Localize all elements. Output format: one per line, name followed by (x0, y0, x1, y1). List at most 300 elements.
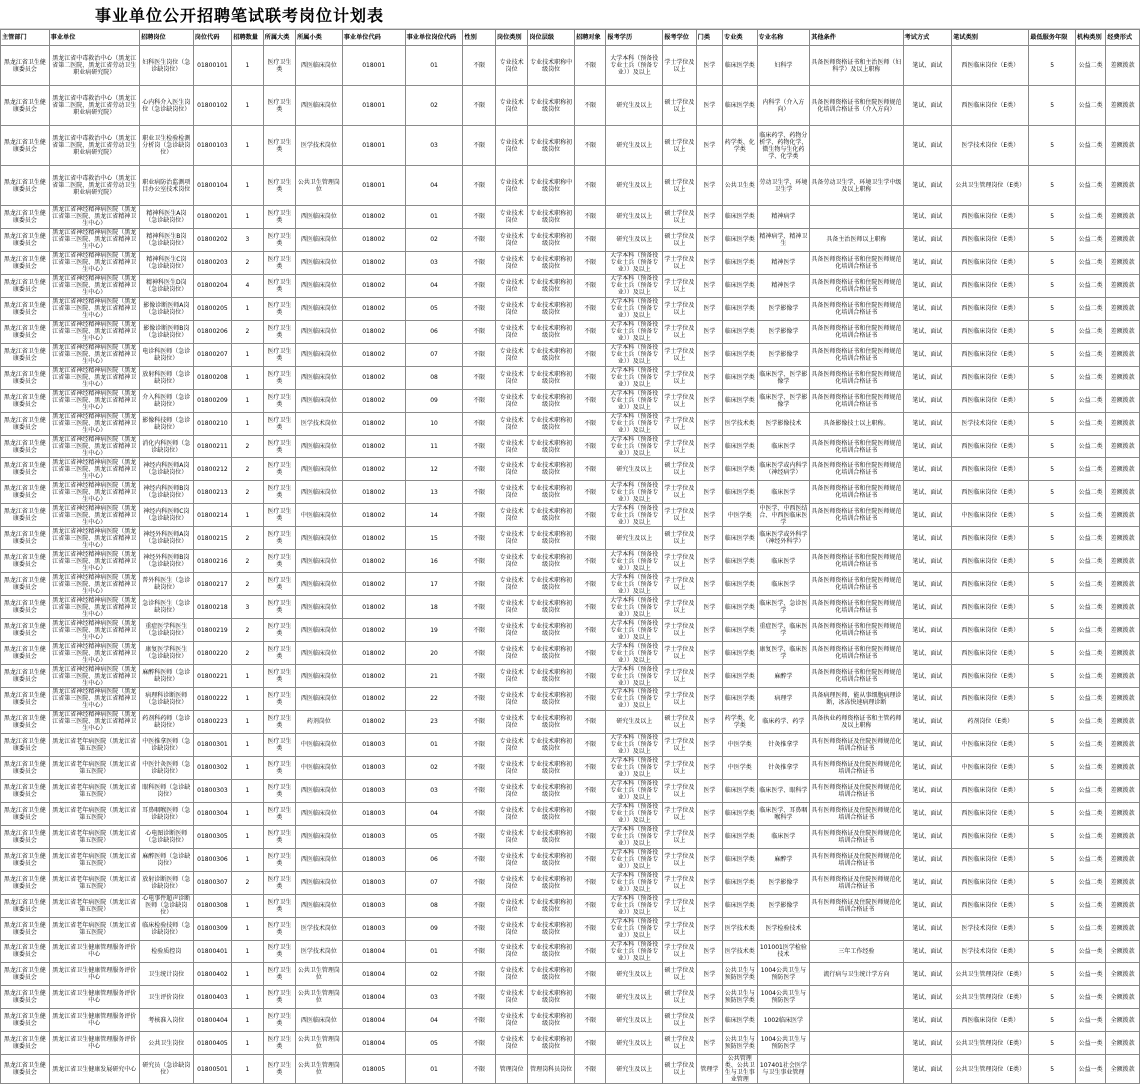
table-cell[interactable]: 19 (405, 619, 463, 642)
table-cell[interactable]: 影像诊断医师A岗（急诊缺岗位） (139, 297, 193, 320)
table-cell[interactable]: 01800206 (193, 320, 232, 343)
table-cell[interactable]: 018003 (342, 756, 405, 779)
table-cell[interactable]: 黑龙江省卫生健康管理服务评价中心 (49, 1009, 139, 1032)
table-cell[interactable]: 专业技术岗位 (495, 894, 527, 917)
table-cell[interactable]: 5 (1029, 435, 1076, 458)
table-cell[interactable]: 专业技术职称初级岗位 (528, 274, 575, 297)
table-cell[interactable]: 临床医学、眼科学 (757, 779, 810, 802)
table-cell[interactable]: 中医临床岗位（E类） (952, 733, 1029, 756)
table-cell[interactable]: 心电事件超声诊断医师（急诊缺岗位） (139, 894, 193, 917)
table-cell[interactable]: 医学 (696, 320, 722, 343)
table-cell[interactable]: 黑龙江省神经精神病医院（黑龙江省第三医院、黑龙江省精神卫生中心） (49, 596, 139, 619)
table-cell[interactable]: 018002 (342, 527, 405, 550)
table-cell[interactable]: 黑龙江省卫生健康委员会 (1, 458, 50, 481)
table-cell[interactable]: 医疗卫生类 (263, 756, 295, 779)
table-cell[interactable]: 具备医师资格证书和住院医师规范化培训合格证书 (810, 343, 903, 366)
table-cell[interactable]: 具有医师资格证及住院医师规范化培训合格证书 (810, 871, 903, 894)
table-cell[interactable]: 医疗卫生类 (263, 1032, 295, 1055)
table-cell[interactable]: 专业技术职称初级岗位 (528, 802, 575, 825)
table-cell[interactable]: 学士学位及以上 (663, 825, 696, 848)
table-cell[interactable]: 影像科技师（急诊缺岗位） (139, 412, 193, 435)
table-cell[interactable]: 西医临床岗位（E类） (952, 206, 1029, 229)
table-cell[interactable]: 黑龙江省卫生健康发展研究中心 (49, 1055, 139, 1084)
table-cell[interactable]: 具有医师资格证及住院医师规范化培训合格证书 (810, 848, 903, 871)
table-cell[interactable]: 专业技术职称初级岗位 (528, 504, 575, 527)
table-cell[interactable]: 学士学位及以上 (663, 274, 696, 297)
table-cell[interactable]: 临床医学 (757, 435, 810, 458)
table-cell[interactable]: 笔试、面试 (903, 963, 952, 986)
table-cell[interactable]: 精神医学 (757, 251, 810, 274)
table-cell[interactable]: 专业技术岗位 (495, 756, 527, 779)
table-cell[interactable]: 公益二类 (1075, 825, 1105, 848)
table-cell[interactable]: 不限 (463, 619, 495, 642)
table-cell[interactable]: 西医临床岗位 (296, 366, 343, 389)
table-cell[interactable]: 1002临床医学 (757, 1009, 810, 1032)
table-cell[interactable]: 01800102 (193, 86, 232, 126)
table-cell[interactable]: 笔试、面试 (903, 366, 952, 389)
table-cell[interactable]: 西医临床岗位（E类） (952, 228, 1029, 251)
table-cell[interactable]: 临床医学类 (723, 848, 757, 871)
table-cell[interactable]: 医学 (696, 894, 722, 917)
table-cell[interactable]: 专业技术职称初级岗位 (528, 527, 575, 550)
table-cell[interactable]: 不限 (463, 940, 495, 963)
table-cell[interactable]: 1 (232, 86, 263, 126)
table-cell[interactable]: 公益二类 (1075, 894, 1105, 917)
table-cell[interactable]: 03 (405, 251, 463, 274)
table-cell[interactable]: 医学技术岗位 (296, 940, 343, 963)
table-cell[interactable]: 黑龙江省卫生健康委员会 (1, 527, 50, 550)
table-cell[interactable]: 医学技术岗位 (296, 126, 343, 166)
table-cell[interactable]: 专业技术职称初级岗位 (528, 779, 575, 802)
table-cell[interactable]: 05 (405, 297, 463, 320)
table-cell[interactable]: 药学类、化学类 (723, 710, 757, 733)
table-cell[interactable]: 不限 (574, 688, 605, 711)
table-cell[interactable]: 01800405 (193, 1032, 232, 1055)
table-cell[interactable]: 西医临床岗位（E类） (952, 320, 1029, 343)
table-cell[interactable]: 大学本科（预备役专业士兵（预备专业））及以上 (606, 504, 663, 527)
table-cell[interactable]: 不限 (463, 802, 495, 825)
table-cell[interactable]: 01800223 (193, 710, 232, 733)
table-cell[interactable]: 学士学位及以上 (663, 412, 696, 435)
table-cell[interactable]: 笔试、面试 (903, 458, 952, 481)
table-cell[interactable]: 专业技术职称初级岗位 (528, 596, 575, 619)
table-cell[interactable]: 1 (232, 963, 263, 986)
table-cell[interactable]: 临床医学类 (723, 228, 757, 251)
table-cell[interactable]: 黑龙江省神经精神病医院（黑龙江省第三医院、黑龙江省精神卫生中心） (49, 458, 139, 481)
table-cell[interactable]: 1 (232, 389, 263, 412)
table-cell[interactable]: 018004 (342, 940, 405, 963)
table-cell[interactable]: 硕士学位及以上 (663, 206, 696, 229)
table-cell[interactable]: 笔试、面试 (903, 251, 952, 274)
table-cell[interactable]: 笔试、面试 (903, 320, 952, 343)
table-cell[interactable]: 黑龙江省卫生健康委员会 (1, 481, 50, 504)
table-cell[interactable]: 差额拨款 (1106, 825, 1140, 848)
table-cell[interactable]: 专业技术岗位 (495, 848, 527, 871)
table-cell[interactable] (810, 527, 903, 550)
table-cell[interactable]: 差额拨款 (1106, 206, 1140, 229)
table-cell[interactable]: 不限 (463, 504, 495, 527)
table-cell[interactable]: 具备医师资格证书和住院医师规范化培训合格证书 (810, 481, 903, 504)
table-cell[interactable]: 公益二类 (1075, 665, 1105, 688)
table-cell[interactable]: 公益一类 (1075, 1009, 1105, 1032)
table-cell[interactable]: 专业技术职称初级岗位 (528, 1032, 575, 1055)
table-cell[interactable]: 黑龙江省卫生健康委员会 (1, 1055, 50, 1084)
table-cell[interactable]: 不限 (463, 894, 495, 917)
table-cell[interactable]: 不限 (463, 825, 495, 848)
table-cell[interactable]: 05 (405, 1032, 463, 1055)
table-cell[interactable]: 018002 (342, 458, 405, 481)
table-cell[interactable]: 专业技术岗位 (495, 779, 527, 802)
table-cell[interactable]: 黑龙江省卫生健康委员会 (1, 251, 50, 274)
table-cell[interactable]: 公益二类 (1075, 435, 1105, 458)
table-cell[interactable]: 5 (1029, 596, 1076, 619)
table-cell[interactable]: 公益二类 (1075, 86, 1105, 126)
table-cell[interactable]: 学士学位及以上 (663, 297, 696, 320)
table-cell[interactable]: 专业技术职称初级岗位 (528, 435, 575, 458)
table-cell[interactable]: 专业技术职称初级岗位 (528, 126, 575, 166)
table-cell[interactable]: 大学本科（预备役专业士兵（预备专业））及以上 (606, 481, 663, 504)
table-cell[interactable]: 专业技术岗位 (495, 871, 527, 894)
table-cell[interactable]: 专业技术岗位 (495, 940, 527, 963)
table-cell[interactable]: 心内科介入医生岗位（急诊缺岗位） (139, 86, 193, 126)
table-cell[interactable]: 学士学位及以上 (663, 619, 696, 642)
table-cell[interactable]: 全额拨款 (1106, 963, 1140, 986)
table-cell[interactable]: 专业技术岗位 (495, 481, 527, 504)
table-cell[interactable]: 医学影像学 (757, 871, 810, 894)
table-cell[interactable]: 临床医学类 (723, 481, 757, 504)
table-cell[interactable]: 临床医学类 (723, 274, 757, 297)
table-cell[interactable]: 医学 (696, 251, 722, 274)
table-cell[interactable]: 01800214 (193, 504, 232, 527)
table-cell[interactable]: 西医临床岗位 (296, 251, 343, 274)
table-cell[interactable]: 卫生评价岗位 (139, 986, 193, 1009)
table-cell[interactable]: 笔试、面试 (903, 527, 952, 550)
table-cell[interactable]: 不限 (574, 228, 605, 251)
table-cell[interactable]: 01800304 (193, 802, 232, 825)
table-cell[interactable]: 差额拨款 (1106, 366, 1140, 389)
table-cell[interactable]: 不限 (574, 619, 605, 642)
table-cell[interactable]: 01800207 (193, 343, 232, 366)
table-cell[interactable]: 不限 (574, 894, 605, 917)
table-cell[interactable]: 具备影像技士以上职称。 (810, 412, 903, 435)
table-cell[interactable]: 神经内科医师B岗（急诊缺岗位） (139, 481, 193, 504)
table-cell[interactable]: 黑龙江省卫生健康委员会 (1, 986, 50, 1009)
table-cell[interactable]: 5 (1029, 297, 1076, 320)
table-cell[interactable]: 具备主治医师以上职称 (810, 228, 903, 251)
table-cell[interactable]: 公益二类 (1075, 343, 1105, 366)
table-cell[interactable]: 018005 (342, 1055, 405, 1084)
table-cell[interactable]: 临床医学类 (723, 550, 757, 573)
table-cell[interactable]: 107401社会医学与卫生事业管理 (757, 1055, 810, 1084)
column-header[interactable]: 笔试类别 (952, 30, 1029, 46)
table-cell[interactable]: 5 (1029, 756, 1076, 779)
table-cell[interactable]: 具备医师资格证书和住院医师规范化培训合格证书 (810, 550, 903, 573)
table-cell[interactable]: 西医临床岗位（E类） (952, 343, 1029, 366)
table-cell[interactable]: 不限 (574, 320, 605, 343)
table-cell[interactable]: 笔试、面试 (903, 756, 952, 779)
table-cell[interactable]: 具备医师资格证书和住院医师规范化培训合格证书 (810, 389, 903, 412)
table-cell[interactable]: 西医临床岗位（E类） (952, 871, 1029, 894)
table-cell[interactable]: 具备执业药师资格证书和主管药师及以上职称 (810, 710, 903, 733)
table-cell[interactable]: 黑龙江省卫生健康委员会 (1, 940, 50, 963)
table-cell[interactable]: 黑龙江省卫生健康管理服务评价中心 (49, 1032, 139, 1055)
table-cell[interactable]: 黑龙江省卫生健康委员会 (1, 274, 50, 297)
table-cell[interactable]: 医疗卫生类 (263, 504, 295, 527)
table-cell[interactable]: 专业技术岗位 (495, 550, 527, 573)
table-cell[interactable]: 中医临床岗位 (296, 756, 343, 779)
table-cell[interactable]: 医疗卫生类 (263, 1009, 295, 1032)
table-cell[interactable]: 1 (232, 1009, 263, 1032)
table-cell[interactable]: 临床医学类 (723, 573, 757, 596)
table-cell[interactable]: 黑龙江省神经精神病医院（黑龙江省第三医院、黑龙江省精神卫生中心） (49, 297, 139, 320)
table-cell[interactable]: 大学本科（预备役专业士兵（预备专业））及以上 (606, 733, 663, 756)
table-cell[interactable]: 中医针灸医师（急诊缺岗位） (139, 756, 193, 779)
table-cell[interactable]: 公益二类 (1075, 848, 1105, 871)
table-cell[interactable]: 医疗卫生类 (263, 366, 295, 389)
table-cell[interactable]: 公共卫生管理岗位（E类） (952, 963, 1029, 986)
table-cell[interactable]: 专业技术职称初级岗位 (528, 871, 575, 894)
table-cell[interactable]: 5 (1029, 251, 1076, 274)
table-cell[interactable]: 西医临床岗位 (296, 894, 343, 917)
table-cell[interactable]: 专业技术岗位 (495, 917, 527, 940)
table-cell[interactable]: 临床医学 (757, 481, 810, 504)
table-cell[interactable]: 黑龙江省神经精神病医院（黑龙江省第三医院、黑龙江省精神卫生中心） (49, 274, 139, 297)
table-cell[interactable]: 具备医师资格证书和住院医师规范化培训合格证书 (810, 366, 903, 389)
table-cell[interactable]: 5 (1029, 458, 1076, 481)
table-cell[interactable]: 1 (232, 917, 263, 940)
table-cell[interactable]: 1 (232, 779, 263, 802)
table-cell[interactable]: 018001 (342, 166, 405, 206)
table-cell[interactable]: 药剂岗位 (296, 710, 343, 733)
table-cell[interactable]: 不限 (574, 940, 605, 963)
table-cell[interactable]: 不限 (463, 917, 495, 940)
table-cell[interactable]: 018004 (342, 1009, 405, 1032)
table-cell[interactable]: 公共卫生管理岗位（E类） (952, 1055, 1029, 1084)
table-cell[interactable]: 5 (1029, 825, 1076, 848)
table-cell[interactable]: 专业技术职称初级岗位 (528, 412, 575, 435)
table-cell[interactable]: 医学 (696, 596, 722, 619)
table-cell[interactable]: 黑龙江省卫生健康委员会 (1, 756, 50, 779)
table-cell[interactable]: 大学本科（预备役专业士兵（预备专业））及以上 (606, 825, 663, 848)
column-header[interactable]: 招聘岗位 (139, 30, 193, 46)
table-cell[interactable]: 2 (232, 550, 263, 573)
table-cell[interactable]: 学士学位及以上 (663, 320, 696, 343)
table-cell[interactable]: 公益二类 (1075, 320, 1105, 343)
table-cell[interactable]: 5 (1029, 86, 1076, 126)
table-cell[interactable]: 13 (405, 481, 463, 504)
table-cell[interactable]: 2 (232, 458, 263, 481)
table-cell[interactable]: 5 (1029, 917, 1076, 940)
table-cell[interactable]: 临床医学类 (723, 871, 757, 894)
table-cell[interactable]: 018001 (342, 126, 405, 166)
table-cell[interactable]: 黑龙江省老年病医院（黑龙江省第五医院） (49, 825, 139, 848)
table-cell[interactable]: 医疗卫生类 (263, 412, 295, 435)
table-cell[interactable]: 临床医学、耳鼻咽喉科学 (757, 802, 810, 825)
table-cell[interactable]: 018002 (342, 206, 405, 229)
table-cell[interactable]: 医学 (696, 779, 722, 802)
table-cell[interactable]: 公益二类 (1075, 619, 1105, 642)
table-cell[interactable]: 大学本科（预备役专业士兵（预备专业））及以上 (606, 665, 663, 688)
table-cell[interactable]: 麻醉学 (757, 848, 810, 871)
table-cell[interactable]: 公益二类 (1075, 366, 1105, 389)
table-cell[interactable]: 02 (405, 756, 463, 779)
table-cell[interactable]: 管理岗科员岗位 (528, 1055, 575, 1084)
table-cell[interactable]: 专业技术职称中级岗位 (528, 46, 575, 86)
table-cell[interactable]: 03 (405, 986, 463, 1009)
table-cell[interactable]: 黑龙江省卫生健康委员会 (1, 894, 50, 917)
table-cell[interactable]: 不限 (574, 733, 605, 756)
table-cell[interactable]: 大学本科（预备役专业士兵（预备专业））及以上 (606, 779, 663, 802)
table-cell[interactable]: 公共卫生管理岗位 (296, 986, 343, 1009)
table-cell[interactable]: 不限 (574, 366, 605, 389)
table-cell[interactable]: 硕士学位及以上 (663, 710, 696, 733)
table-cell[interactable]: 研究生及以上 (606, 527, 663, 550)
table-cell[interactable]: 硕士学位及以上 (663, 527, 696, 550)
table-cell[interactable]: 公益二类 (1075, 297, 1105, 320)
table-cell[interactable]: 临床医学类 (723, 825, 757, 848)
table-cell[interactable]: 神经内科医师A岗（急诊缺岗位） (139, 458, 193, 481)
column-header[interactable]: 经费形式 (1106, 30, 1140, 46)
table-cell[interactable]: 专业技术岗位 (495, 458, 527, 481)
table-cell[interactable]: 西医临床岗位 (296, 435, 343, 458)
table-cell[interactable]: 不限 (574, 1055, 605, 1084)
table-cell[interactable]: 018003 (342, 779, 405, 802)
table-cell[interactable]: 黑龙江省卫生健康委员会 (1, 573, 50, 596)
table-cell[interactable]: 公益二类 (1075, 504, 1105, 527)
table-cell[interactable]: 黑龙江省神经精神病医院（黑龙江省第三医院、黑龙江省精神卫生中心） (49, 343, 139, 366)
table-cell[interactable]: 学士学位及以上 (663, 481, 696, 504)
table-cell[interactable]: 5 (1029, 550, 1076, 573)
table-cell[interactable]: 专业技术职称初级岗位 (528, 825, 575, 848)
table-cell[interactable]: 专业技术岗位 (495, 126, 527, 166)
table-cell[interactable]: 不限 (463, 126, 495, 166)
table-cell[interactable]: 03 (405, 779, 463, 802)
table-cell[interactable]: 专业技术岗位 (495, 596, 527, 619)
table-cell[interactable]: 学士学位及以上 (663, 435, 696, 458)
table-cell[interactable]: 黑龙江省卫生健康委员会 (1, 917, 50, 940)
table-cell[interactable]: 差额拨款 (1106, 688, 1140, 711)
table-cell[interactable]: 2 (232, 481, 263, 504)
table-cell[interactable]: 11 (405, 435, 463, 458)
table-cell[interactable]: 不限 (574, 802, 605, 825)
table-cell[interactable]: 研究生及以上 (606, 1009, 663, 1032)
table-cell[interactable]: 临床检验技师（急诊缺岗位） (139, 917, 193, 940)
table-cell[interactable]: 西医临床岗位（E类） (952, 573, 1029, 596)
column-header[interactable]: 机构类别 (1075, 30, 1105, 46)
table-cell[interactable]: 公共卫生类 (723, 166, 757, 206)
table-cell[interactable]: 临床医学类 (723, 802, 757, 825)
table-cell[interactable]: 西医临床岗位（E类） (952, 688, 1029, 711)
table-cell[interactable]: 01800215 (193, 527, 232, 550)
table-cell[interactable]: 笔试、面试 (903, 802, 952, 825)
table-cell[interactable]: 医疗卫生类 (263, 550, 295, 573)
table-cell[interactable]: 1 (232, 665, 263, 688)
table-cell[interactable]: 06 (405, 320, 463, 343)
table-cell[interactable]: 不限 (574, 504, 605, 527)
table-cell[interactable]: 01800221 (193, 665, 232, 688)
table-cell[interactable]: 麻醉医师（急诊缺岗位） (139, 848, 193, 871)
table-cell[interactable]: 公益一类 (1075, 1032, 1105, 1055)
table-cell[interactable]: 笔试、面试 (903, 297, 952, 320)
table-cell[interactable]: 公益一类 (1075, 940, 1105, 963)
table-cell[interactable]: 黑龙江省老年病医院（黑龙江省第五医院） (49, 802, 139, 825)
table-cell[interactable]: 医学影像学 (757, 320, 810, 343)
table-cell[interactable]: 2 (232, 619, 263, 642)
table-cell[interactable]: 1 (232, 756, 263, 779)
table-cell[interactable]: 专业技术岗位 (495, 504, 527, 527)
table-cell[interactable]: 差额拨款 (1106, 642, 1140, 665)
table-cell[interactable]: 5 (1029, 619, 1076, 642)
table-cell[interactable]: 5 (1029, 665, 1076, 688)
table-cell[interactable]: 21 (405, 665, 463, 688)
table-cell[interactable]: 临床医学类 (723, 688, 757, 711)
table-cell[interactable]: 大学本科（预备役专业士兵（预备专业））及以上 (606, 894, 663, 917)
table-cell[interactable]: 不限 (463, 779, 495, 802)
table-cell[interactable]: 差额拨款 (1106, 504, 1140, 527)
table-cell[interactable]: 不限 (574, 596, 605, 619)
table-cell[interactable]: 01800303 (193, 779, 232, 802)
table-cell[interactable]: 5 (1029, 1009, 1076, 1032)
table-cell[interactable]: 不限 (574, 963, 605, 986)
table-cell[interactable]: 公益二类 (1075, 274, 1105, 297)
table-cell[interactable]: 公共卫生管理岗位 (296, 1032, 343, 1055)
table-cell[interactable]: 不限 (574, 251, 605, 274)
table-cell[interactable]: 5 (1029, 481, 1076, 504)
table-cell[interactable]: 大学本科（预备役专业士兵（预备专业））及以上 (606, 596, 663, 619)
table-cell[interactable]: 5 (1029, 228, 1076, 251)
table-cell[interactable]: 差额拨款 (1106, 710, 1140, 733)
table-cell[interactable]: 差额拨款 (1106, 550, 1140, 573)
table-cell[interactable]: 差额拨款 (1106, 894, 1140, 917)
table-cell[interactable]: 全额拨款 (1106, 1055, 1140, 1084)
table-cell[interactable]: 01 (405, 206, 463, 229)
table-cell[interactable]: 医疗卫生类 (263, 710, 295, 733)
table-cell[interactable]: 医疗卫生类 (263, 825, 295, 848)
table-cell[interactable]: 黑龙江省神经精神病医院（黑龙江省第三医院、黑龙江省精神卫生中心） (49, 228, 139, 251)
table-cell[interactable]: 西医临床岗位（E类） (952, 665, 1029, 688)
table-cell[interactable]: 黑龙江省卫生健康委员会 (1, 320, 50, 343)
table-cell[interactable]: 不限 (463, 274, 495, 297)
table-cell[interactable]: 4 (232, 274, 263, 297)
table-cell[interactable]: 医学 (696, 756, 722, 779)
table-cell[interactable]: 专业技术职称初级岗位 (528, 86, 575, 126)
table-cell[interactable]: 笔试、面试 (903, 481, 952, 504)
table-cell[interactable]: 大学本科（预备役专业士兵（预备专业））及以上 (606, 848, 663, 871)
table-cell[interactable]: 07 (405, 871, 463, 894)
table-cell[interactable]: 01800213 (193, 481, 232, 504)
table-cell[interactable]: 黑龙江省卫生健康委员会 (1, 825, 50, 848)
table-cell[interactable]: 专业技术职称初级岗位 (528, 573, 575, 596)
table-cell[interactable]: 医学 (696, 573, 722, 596)
table-cell[interactable]: 临床医学 (757, 573, 810, 596)
table-cell[interactable]: 黑龙江省神经精神病医院（黑龙江省第三医院、黑龙江省精神卫生中心） (49, 527, 139, 550)
table-cell[interactable]: 01800402 (193, 963, 232, 986)
table-cell[interactable]: 黑龙江省神经精神病医院（黑龙江省第三医院、黑龙江省精神卫生中心） (49, 550, 139, 573)
table-cell[interactable]: 黑龙江省卫生健康委员会 (1, 1009, 50, 1032)
table-cell[interactable]: 专业技术岗位 (495, 573, 527, 596)
table-cell[interactable]: 不限 (574, 412, 605, 435)
table-cell[interactable]: 学士学位及以上 (663, 251, 696, 274)
table-cell[interactable]: 具有医师资格证及住院医师规范化培训合格证书 (810, 825, 903, 848)
table-cell[interactable]: 公共卫生管理岗位 (296, 1055, 343, 1084)
table-cell[interactable]: 笔试、面试 (903, 688, 952, 711)
table-cell[interactable]: 笔试、面试 (903, 894, 952, 917)
table-cell[interactable]: 学士学位及以上 (663, 343, 696, 366)
table-cell[interactable]: 急诊科医生（急诊缺岗位） (139, 596, 193, 619)
table-cell[interactable]: 麻醉科医师（急诊缺岗位） (139, 665, 193, 688)
table-cell[interactable]: 01800204 (193, 274, 232, 297)
table-cell[interactable]: 黑龙江省老年病医院（黑龙江省第五医院） (49, 917, 139, 940)
